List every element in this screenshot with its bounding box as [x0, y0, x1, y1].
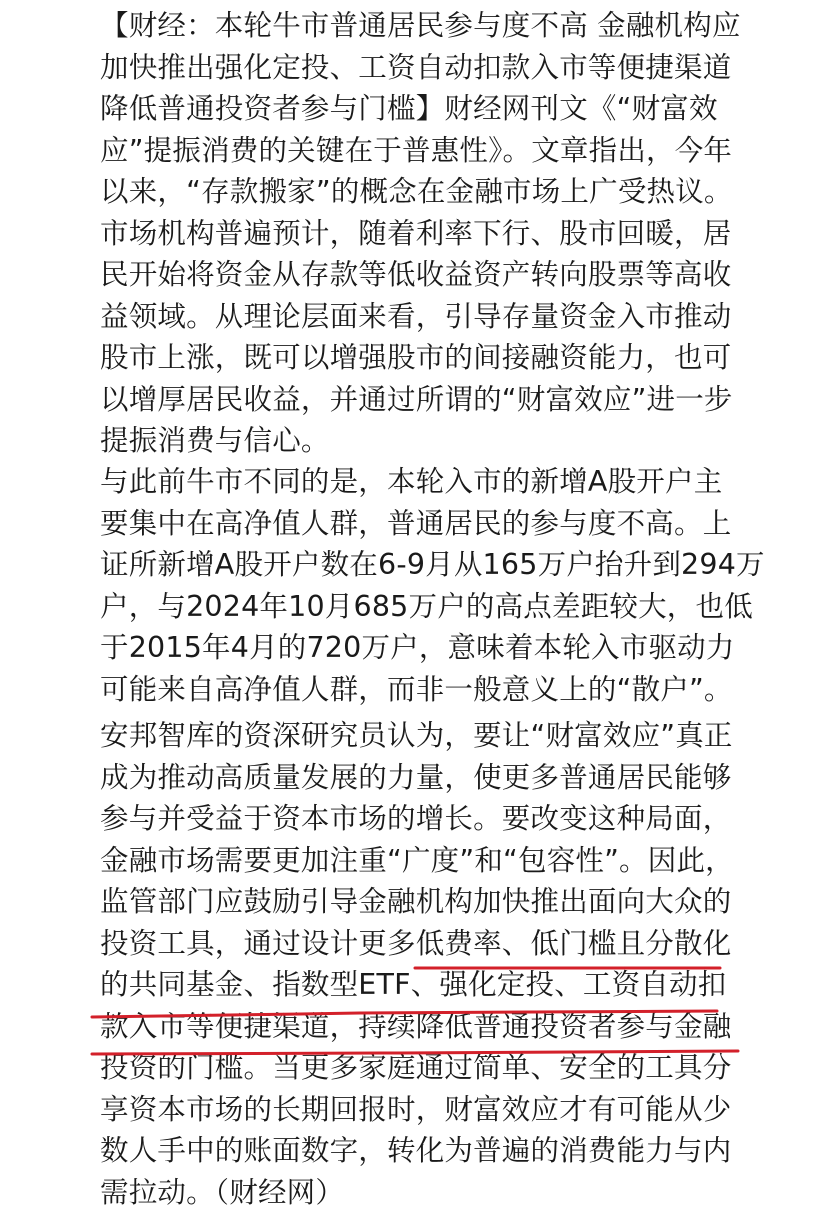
paragraph-3-line-7: 的共同基金、指数型ETF、强化定投、工资自动扣	[100, 968, 727, 1001]
paragraph-1-line-8: 益领域。从理论层面来看，引导存量资金入市推动	[100, 299, 732, 333]
paragraph-1-line-3: 降低普通投资者参与门槛】财经网刊文《“财富效	[100, 92, 718, 125]
paragraph-2-line-2: 要集中在高净值人群，普通居民的参与度不高。上	[100, 506, 732, 540]
paragraph-1-line-7: 民开始将资金从存款等低收益资产转向股票等高收	[100, 258, 732, 291]
paragraph-3-line-3: 参与并受益于资本市场的增长。要改变这种局面，	[100, 802, 732, 835]
paragraph-2-line-5: 于2015年4月的720万户，意味着本轮入市驱动力	[100, 631, 735, 664]
paragraph-3-line-5: 监管部门应鼓励引导金融机构加快推出面向大众的	[100, 885, 732, 918]
paragraph-3-line-2: 成为推动高质量发展的力量，使更多普通居民能够	[100, 760, 732, 794]
paragraph-3-line-9: 投资的门槛。当更多家庭通过简单、安全的工具分	[100, 1051, 732, 1084]
paragraph-1-line-5: 以来，“存款搬家”的概念在金融市场上广受热议。	[100, 175, 733, 208]
paragraph-2-line-3: 证所新增A股开户数在6-9月从165万户抬升到294万	[100, 548, 765, 581]
paragraph-3-line-4: 金融市场需要更加注重“广度”和“包容性”。因此，	[100, 843, 734, 877]
paragraph-1-line-4: 应”提振消费的关键在于普惠性》。文章指出，今年	[100, 133, 733, 167]
paragraph-1-line-11: 提振消费与信心。	[100, 424, 330, 457]
paragraph-1-line-9: 股市上涨，既可以增强股市的间接融资能力，也可	[100, 341, 732, 374]
paragraph-1-line-1: 【财经：本轮牛市普通居民参与度不高 金融机构应	[100, 9, 741, 42]
paragraph-3-line-1: 安邦智库的资深研究员认为，要让“财富效应”真正	[100, 719, 733, 752]
paragraph-1-line-10: 以增厚居民收益，并通过所谓的“财富效应”进一步	[100, 382, 733, 416]
paragraph-1-line-2: 加快推出强化定投、工资自动扣款入市等便捷渠道	[100, 50, 732, 84]
paragraph-3-line-8: 款入市等便捷渠道，持续降低普通投资者参与金融	[100, 1009, 732, 1043]
paragraph-3-line-6: 投资工具，通过设计更多低费率、低门槛且分散化	[100, 926, 732, 960]
paragraph-2-line-6: 可能来自高净值人群，而非一般意义上的“散户”。	[100, 672, 733, 706]
paragraph-1-line-6: 市场机构普遍预计，随着利率下行、股市回暖，居	[100, 216, 732, 250]
paragraph-2-line-4: 户，与2024年10月685万户的高点差距较大，也低	[100, 589, 753, 623]
paragraph-3-line-10: 享资本市场的长期回报时，财富效应才有可能从少	[100, 1092, 732, 1126]
paragraph-3-line-12: 需拉动。（财经网）	[100, 1175, 345, 1209]
paragraph-2-line-1: 与此前牛市不同的是，本轮入市的新增A股开户主	[100, 465, 723, 498]
paragraph-3-line-11: 数人手中的账面数字，转化为普遍的消费能力与内	[100, 1134, 732, 1167]
